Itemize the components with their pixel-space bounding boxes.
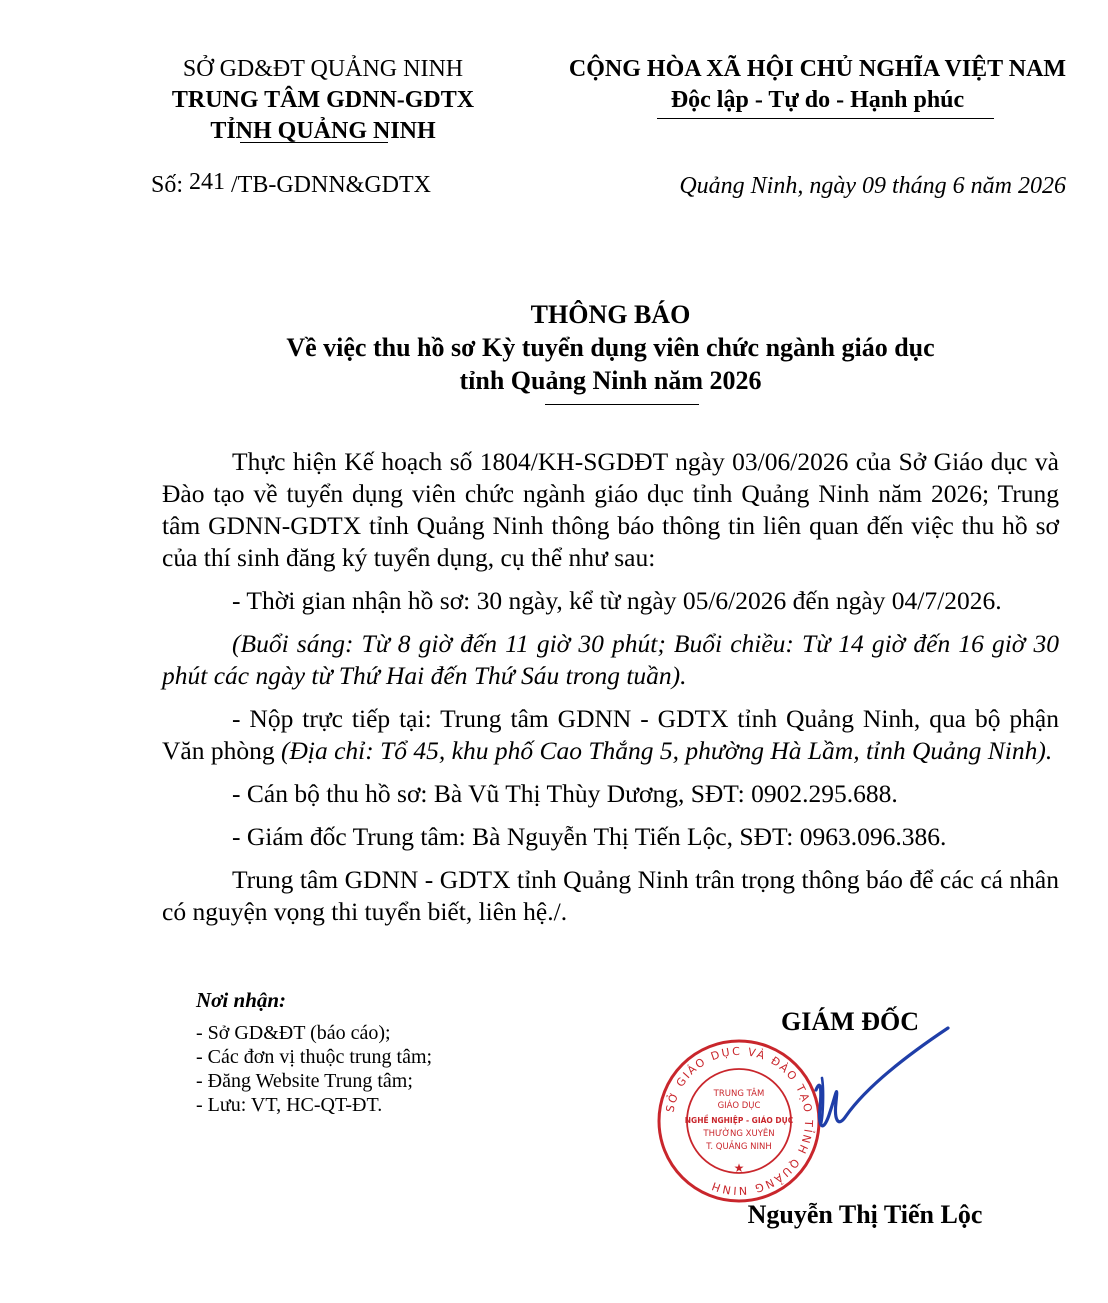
issuer-name: TRUNG TÂM GDNN-GDTX (171, 87, 475, 113)
national-motto: Độc lập - Tự do - Hạnh phúc (670, 87, 965, 113)
document-number-suffix: /TB-GDNN&GDTX (231, 172, 431, 198)
recipients-block (196, 988, 596, 1117)
official-seal-icon (654, 1036, 824, 1206)
receiving-officer: - Cán bộ thu hồ sơ: Bà Vũ Thị Thùy Dương, SĐT: 0902.295.688. (232, 779, 898, 808)
document-number-prefix: Số: (151, 172, 184, 198)
national-header (530, 54, 1105, 116)
issuer-header (118, 54, 528, 147)
document-number (151, 169, 431, 199)
office-hours: (Buổi sáng: Từ 8 giờ đến 11 giờ 30 phút; Buổi chiều: Từ 14 giờ đến 16 giờ 30 phút các ngày từ Thứ Hai đến Thứ Sáu trong tuần). (162, 629, 1059, 690)
issuer-province: TỈNH QUẢNG NINH (210, 118, 436, 144)
intro-paragraph: Thực hiện Kế hoạch số 1804/KH-SGDĐT ngày 03/06/2026 của Sở Giáo dục và Đào tạo về tuyển dụng viên chức ngành giáo dục tỉnh Quảng Ninh năm 2026; Trung tâm GDNN-GDTX tỉnh Quảng Ninh thông báo thông tin liên quan đến việc thu hồ sơ của thí sinh đăng ký tuyển dụng, cụ thể như sau: (162, 447, 1059, 572)
signer-name: Nguyễn Thị Tiến Lộc (747, 1200, 983, 1229)
signer-title: GIÁM ĐỐC (781, 1007, 919, 1036)
title-subject-line2: tỉnh Quảng Ninh năm 2026 (459, 366, 762, 395)
receiving-time: - Thời gian nhận hồ sơ: 30 ngày, kể từ ngày 05/6/2026 đến ngày 04/7/2026. (232, 586, 1002, 615)
document-body (162, 446, 1059, 928)
seal-ring-text: SỞ GIÁO DỤC VÀ ĐÀO TẠO TỈNH QUẢNG NINH (663, 1044, 816, 1198)
seal-center-line: THƯỜNG XUYÊN (703, 1129, 775, 1139)
recipient-item: - Lưu: VT, HC-QT-ĐT. (196, 1094, 383, 1116)
document-date: Quảng Ninh, ngày 09 tháng 6 năm 2026 (679, 173, 1066, 199)
closing-paragraph: Trung tâm GDNN - GDTX tỉnh Quảng Ninh trân trọng thông báo để các cá nhân có nguyện vọng thi tuyển biết, liên hệ./. (162, 865, 1059, 926)
submission-location (162, 703, 1059, 767)
seal-center-line: GIÁO DỤC (717, 1101, 761, 1111)
seal-center-line: NGHỀ NGHIỆP - GIÁO DỤC (684, 1116, 794, 1125)
svg-text:★: ★ (733, 1161, 745, 1175)
title-underline (545, 404, 699, 405)
submission-address: (Địa chỉ: Tổ 45, khu phố Cao Thắng 5, phường Hà Lầm, tỉnh Quảng Ninh). (280, 736, 1053, 765)
national-name: CỘNG HÒA XÃ HỘI CHỦ NGHĨA VIỆT NAM (568, 56, 1067, 82)
issuer-underline (240, 142, 388, 143)
title-subject-line1: Về việc thu hồ sơ Kỳ tuyển dụng viên chức ngành giáo dục (286, 333, 935, 362)
recipient-item: - Sở GD&ĐT (báo cáo); (196, 1022, 391, 1044)
document-title (162, 298, 1059, 397)
issuer-parent: SỞ GD&ĐT QUẢNG NINH (182, 56, 464, 82)
seal-center-line: TRUNG TÂM (713, 1089, 765, 1099)
center-director: - Giám đốc Trung tâm: Bà Nguyễn Thị Tiến Lộc, SĐT: 0963.096.386. (232, 822, 947, 851)
handwritten-signature-icon (808, 1020, 958, 1160)
title-heading: THÔNG BÁO (530, 300, 691, 329)
recipients-title: Nơi nhận: (196, 988, 287, 1012)
document-number-value: 241 (189, 169, 226, 195)
recipient-item: - Đăng Website Trung tâm; (196, 1070, 413, 1092)
recipient-item: - Các đơn vị thuộc trung tâm; (196, 1046, 433, 1068)
recipients-list (196, 1021, 596, 1117)
submission-location-main: - Nộp trực tiếp tại: Trung tâm GDNN - GDTX tỉnh Quảng Ninh, qua bộ phận Văn phòng (162, 704, 1059, 765)
seal-center-line: T. QUẢNG NINH (706, 1142, 772, 1152)
motto-underline (657, 118, 994, 119)
